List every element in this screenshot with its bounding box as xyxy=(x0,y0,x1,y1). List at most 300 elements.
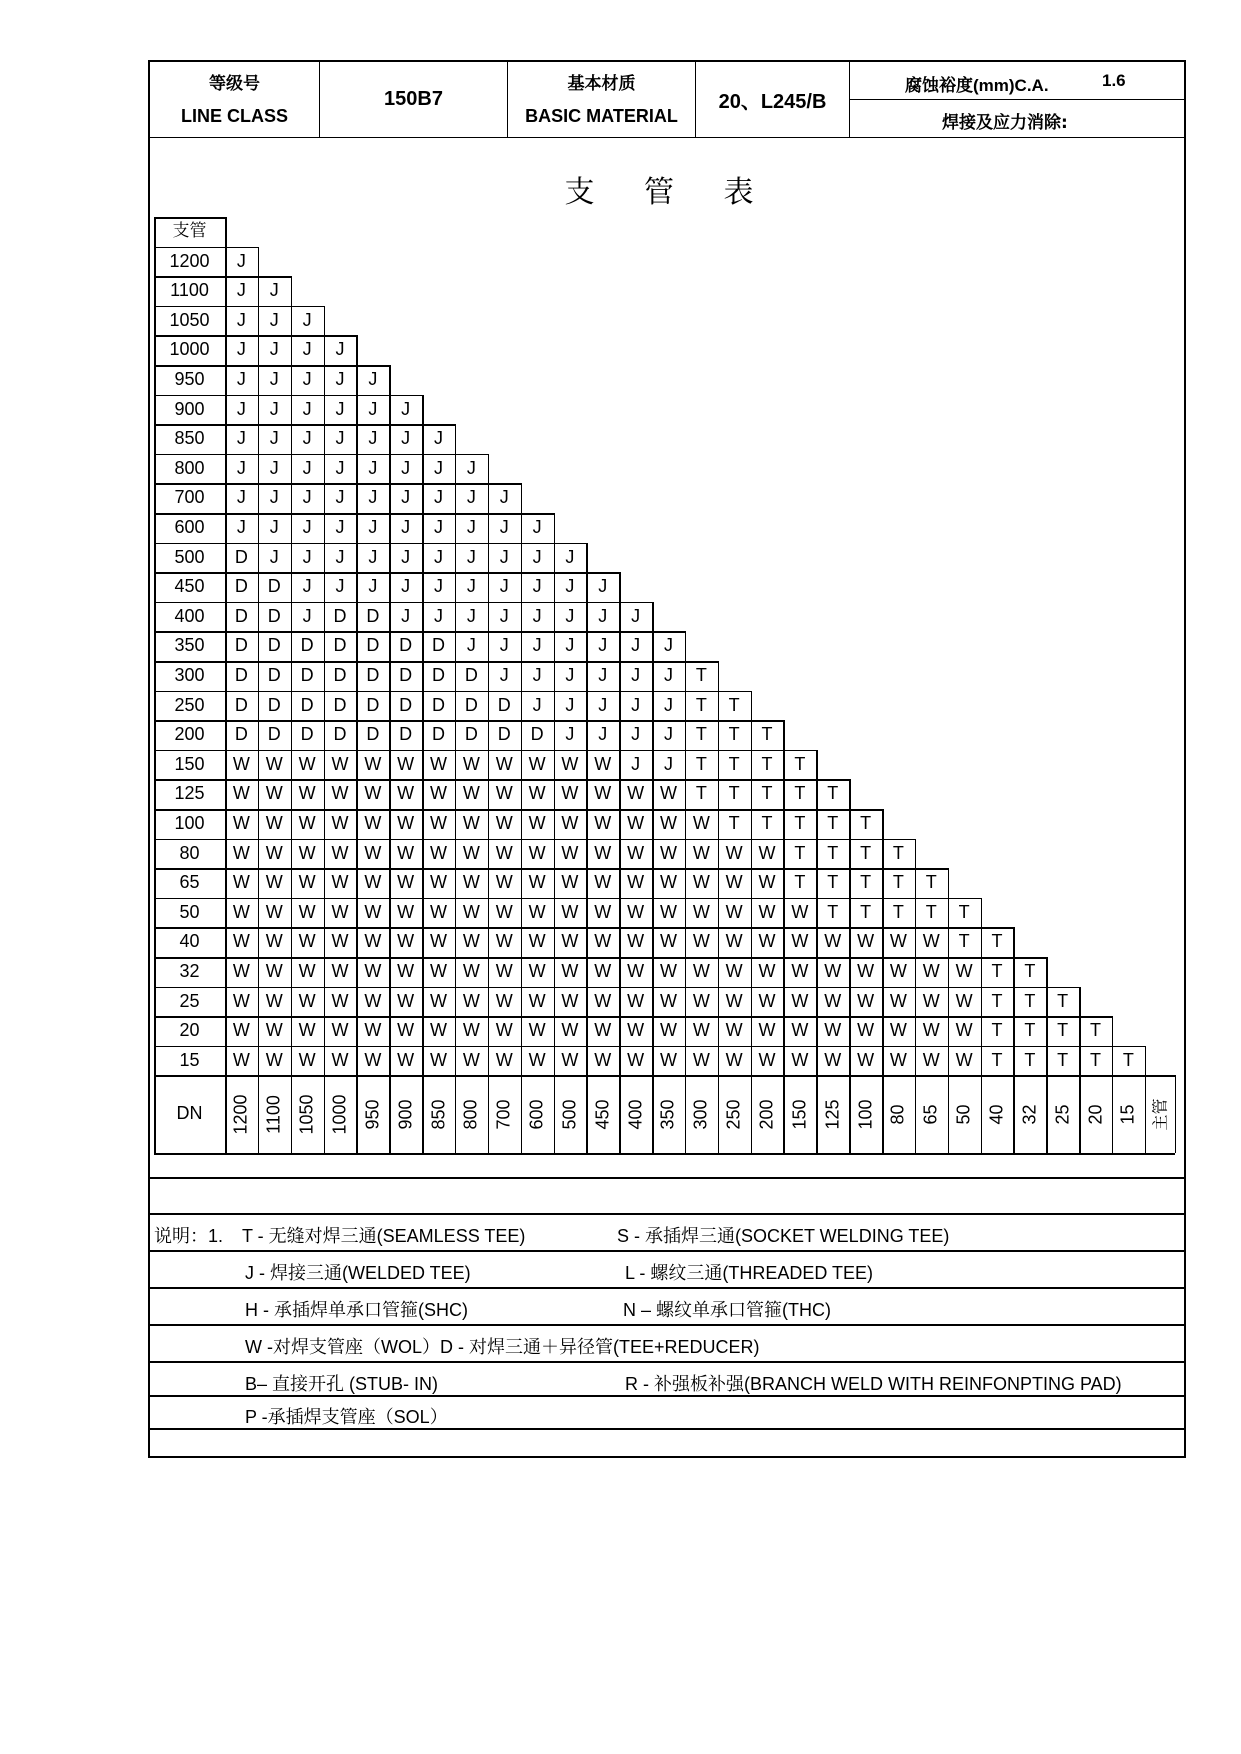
notes-divider xyxy=(150,1324,1184,1326)
table-cell: W xyxy=(298,990,316,1011)
table-cell: T xyxy=(794,783,806,804)
table-cell: J xyxy=(302,457,312,478)
row-dn-label: 850 xyxy=(174,428,205,449)
table-cell: J xyxy=(368,487,378,508)
table-cell: J xyxy=(631,605,641,626)
table-cell: W xyxy=(922,1049,940,1070)
table-cell: D xyxy=(234,605,248,626)
table-cell: D xyxy=(300,635,314,656)
table-cell: W xyxy=(791,1049,809,1070)
table-cell: W xyxy=(627,990,645,1011)
table-cell: T xyxy=(728,813,740,833)
table-cell: W xyxy=(397,842,415,863)
table-cell: J xyxy=(466,517,476,537)
table-cell: W xyxy=(430,1049,448,1070)
table-cell: W xyxy=(659,931,677,952)
table-cell: J xyxy=(631,635,641,656)
grid-line xyxy=(981,898,983,928)
table-cell: J xyxy=(434,576,444,597)
table-cell: W xyxy=(528,753,546,774)
table-cell: T xyxy=(728,694,740,715)
table-cell: W xyxy=(265,872,283,893)
table-cell: W xyxy=(462,901,480,922)
table-cell: W xyxy=(265,753,283,774)
table-cell: J xyxy=(401,605,411,626)
table-cell: D xyxy=(267,694,281,715)
table-cell: T xyxy=(1090,1049,1102,1070)
table-cell: J xyxy=(368,369,378,389)
table-cell: W xyxy=(627,901,645,922)
grid-line xyxy=(154,1075,1175,1077)
row-dn-label: 1050 xyxy=(169,309,210,330)
table-cell: W xyxy=(364,1020,382,1041)
table-cell: W xyxy=(298,931,316,952)
table-cell: J xyxy=(499,487,509,508)
table-cell: J xyxy=(269,369,279,389)
table-cell: W xyxy=(659,842,677,863)
table-cell: W xyxy=(561,931,579,952)
table-cell: W xyxy=(265,961,283,981)
table-cell: W xyxy=(331,931,349,952)
grid-line xyxy=(1079,1075,1081,1153)
table-cell: W xyxy=(495,1049,513,1070)
table-cell: W xyxy=(627,872,645,893)
table-cell: T xyxy=(794,842,806,863)
table-cell: W xyxy=(298,961,316,981)
table-cell: W xyxy=(528,901,546,922)
notes-divider xyxy=(150,1361,1184,1363)
table-cell: J xyxy=(335,369,345,389)
table-cell: J xyxy=(401,546,411,567)
table-cell: W xyxy=(265,1020,283,1041)
table-cell: J xyxy=(269,398,279,419)
basic-material-label-en: BASIC MATERIAL xyxy=(525,105,678,126)
row-dn-label: 150 xyxy=(174,753,205,774)
table-cell: W xyxy=(627,961,645,981)
corrosion-label: 腐蚀裕度(mm)C.A. xyxy=(905,76,1049,95)
table-cell: D xyxy=(530,724,544,745)
table-cell: D xyxy=(267,665,281,685)
table-title: 支 管 表 xyxy=(564,175,774,210)
table-cell: W xyxy=(430,961,448,981)
table-cell: D xyxy=(366,665,380,685)
table-cell: J xyxy=(335,517,345,537)
table-cell: W xyxy=(594,901,612,922)
table-cell: W xyxy=(758,990,776,1011)
table-cell: W xyxy=(397,783,415,804)
table-cell: T xyxy=(892,872,904,893)
table-cell: T xyxy=(695,694,707,715)
line-class-label-cell xyxy=(150,62,320,137)
table-cell: W xyxy=(364,901,382,922)
table-cell: W xyxy=(331,901,349,922)
table-cell: W xyxy=(495,842,513,863)
table-cell: J xyxy=(302,605,312,626)
table-cell: W xyxy=(955,961,973,981)
table-cell: W xyxy=(298,901,316,922)
table-cell: W xyxy=(758,1020,776,1041)
table-cell: J xyxy=(598,724,608,745)
column-dn-label: 100 xyxy=(855,1099,876,1130)
note-item: B– 直接开孔 (STUB- IN) xyxy=(245,1374,439,1394)
column-dn-label: 400 xyxy=(625,1099,646,1130)
table-cell: D xyxy=(333,665,347,685)
table-cell: W xyxy=(232,1020,250,1041)
table-cell: W xyxy=(298,813,316,833)
table-cell: W xyxy=(561,990,579,1011)
table-cell: T xyxy=(827,901,839,922)
table-cell: W xyxy=(298,872,316,893)
row-dn-label: 1100 xyxy=(170,280,209,301)
table-cell: W xyxy=(298,1020,316,1041)
table-cell: W xyxy=(265,990,283,1011)
table-cell: W xyxy=(561,783,579,804)
table-cell: W xyxy=(889,1020,907,1041)
table-cell: D xyxy=(234,576,248,597)
row-dn-label: 40 xyxy=(179,931,200,952)
grid-line xyxy=(619,572,621,602)
table-cell: D xyxy=(267,635,281,656)
row-dn-label: 25 xyxy=(179,990,200,1011)
table-cell: W xyxy=(627,842,645,863)
table-cell: J xyxy=(499,576,509,597)
table-cell: W xyxy=(594,842,612,863)
piping-class-sheet xyxy=(148,60,1186,1458)
row-dn-label: 50 xyxy=(179,901,200,922)
table-cell: J xyxy=(368,546,378,567)
table-cell: J xyxy=(565,724,575,745)
table-cell: J xyxy=(434,487,444,508)
table-cell: W xyxy=(298,842,316,863)
table-cell: T xyxy=(1024,961,1036,981)
table-cell: T xyxy=(991,1020,1003,1041)
table-cell: W xyxy=(922,1020,940,1041)
corrosion-value: 1.6 xyxy=(1102,71,1126,90)
basic-material-label-zh: 基本材质 xyxy=(567,73,636,94)
row-dn-label: 65 xyxy=(179,872,200,893)
grid-line xyxy=(521,483,523,513)
table-cell: J xyxy=(236,517,246,537)
table-cell: W xyxy=(298,783,316,804)
table-cell: W xyxy=(692,961,710,981)
grid-line xyxy=(1013,927,1015,957)
table-cell: W xyxy=(232,753,250,774)
table-cell: W xyxy=(331,1049,349,1070)
table-cell: T xyxy=(958,901,970,922)
table-cell: W xyxy=(922,990,940,1011)
column-dn-label: 20 xyxy=(1085,1104,1106,1125)
table-cell: D xyxy=(464,724,478,745)
grid-line xyxy=(849,1075,851,1153)
table-cell: J xyxy=(401,487,411,508)
table-cell: T xyxy=(860,813,872,833)
table-cell: J xyxy=(598,694,608,715)
table-cell: W xyxy=(725,961,743,981)
table-cell: W xyxy=(495,813,513,833)
grid-line xyxy=(586,543,588,573)
grid-line xyxy=(915,839,917,869)
table-cell: J xyxy=(335,339,345,360)
corrosion-row xyxy=(850,62,1184,100)
table-cell: T xyxy=(991,931,1003,952)
table-cell: J xyxy=(565,635,575,656)
table-cell: W xyxy=(232,990,250,1011)
table-cell: W xyxy=(397,813,415,833)
table-cell: W xyxy=(692,901,710,922)
table-cell: J xyxy=(532,546,542,567)
table-cell: J xyxy=(335,398,345,419)
table-cell: J xyxy=(598,635,608,656)
grid-line xyxy=(554,513,556,543)
table-cell: J xyxy=(565,694,575,715)
table-cell: T xyxy=(794,872,806,893)
table-cell: W xyxy=(561,901,579,922)
table-cell: J xyxy=(434,605,444,626)
table-cell: W xyxy=(889,990,907,1011)
table-cell: J xyxy=(368,576,378,597)
table-cell: W xyxy=(561,813,579,833)
row-dn-label: 450 xyxy=(174,576,205,597)
table-cell: T xyxy=(695,665,707,685)
table-cell: W xyxy=(331,872,349,893)
table-cell: W xyxy=(824,1020,842,1041)
table-cell: W xyxy=(692,1049,710,1070)
grid-line xyxy=(154,1153,1175,1155)
table-cell: W xyxy=(495,1020,513,1041)
table-cell: W xyxy=(692,813,710,833)
table-cell: W xyxy=(495,990,513,1011)
table-cell: W xyxy=(692,872,710,893)
table-cell: J xyxy=(302,309,312,330)
notes-prefix: 说明：1. xyxy=(154,1226,224,1246)
column-dn-label: 125 xyxy=(822,1099,843,1130)
row-dn-label: 400 xyxy=(174,605,205,626)
table-cell: W xyxy=(791,1020,809,1041)
table-cell: W xyxy=(397,961,415,981)
table-cell: T xyxy=(860,872,872,893)
table-cell: W xyxy=(857,961,875,981)
table-cell: J xyxy=(663,665,673,685)
table-cell: T xyxy=(1024,1049,1036,1070)
table-cell: W xyxy=(265,842,283,863)
row-dn-label: 200 xyxy=(174,724,205,745)
table-cell: W xyxy=(725,1049,743,1070)
table-cell: W xyxy=(594,990,612,1011)
column-dn-label: 1000 xyxy=(329,1094,350,1135)
table-cell: W xyxy=(725,931,743,952)
table-cell: T xyxy=(761,813,773,833)
table-cell: J xyxy=(236,457,246,478)
table-cell: J xyxy=(532,635,542,656)
table-cell: W xyxy=(462,931,480,952)
grid-line xyxy=(324,306,326,336)
table-cell: W xyxy=(462,961,480,981)
row-dn-label: 950 xyxy=(174,369,205,389)
table-cell: W xyxy=(561,842,579,863)
column-dn-label: 850 xyxy=(428,1099,449,1130)
main-pipe-label: 主管 xyxy=(1150,1098,1170,1131)
table-cell: J xyxy=(663,753,673,774)
table-cell: J xyxy=(236,428,246,449)
table-cell: T xyxy=(695,724,707,745)
table-cell: W xyxy=(430,990,448,1011)
table-cell: W xyxy=(594,872,612,893)
table-cell: J xyxy=(236,487,246,508)
table-cell: W xyxy=(889,961,907,981)
table-cell: J xyxy=(302,369,312,389)
header-row xyxy=(150,62,1184,138)
row-dn-label: 250 xyxy=(174,694,205,715)
grid-line xyxy=(422,1075,424,1153)
table-cell: W xyxy=(659,813,677,833)
column-dn-label: 65 xyxy=(920,1104,941,1125)
table-cell: D xyxy=(399,694,413,715)
table-cell: W xyxy=(594,783,612,804)
notes-divider xyxy=(150,1287,1184,1289)
table-cell: D xyxy=(234,724,248,745)
table-cell: J xyxy=(269,546,279,567)
column-dn-label: 1050 xyxy=(296,1094,317,1135)
table-cell: J xyxy=(466,605,476,626)
table-cell: J xyxy=(598,665,608,685)
table-cell: T xyxy=(761,783,773,804)
table-cell: D xyxy=(234,694,248,715)
table-cell: J xyxy=(236,369,246,389)
table-cell: W xyxy=(594,813,612,833)
table-cell: W xyxy=(495,872,513,893)
table-cell: J xyxy=(302,487,312,508)
note-item: T - 无缝对焊三通(SEAMLESS TEE) xyxy=(242,1226,526,1246)
table-cell: W xyxy=(594,931,612,952)
table-cell: J xyxy=(499,605,509,626)
column-dn-label: 200 xyxy=(756,1099,777,1130)
row-dn-label: 350 xyxy=(174,635,205,656)
table-cell: D xyxy=(366,605,380,626)
note-item: R - 补强板补强(BRANCH WELD WITH REINFONPTING PAD) xyxy=(625,1374,1122,1394)
grid-line xyxy=(685,631,687,661)
line-class-label-zh: 等级号 xyxy=(209,73,260,94)
table-cell: W xyxy=(495,901,513,922)
column-dn-label: 350 xyxy=(657,1099,678,1130)
row-dn-label: 300 xyxy=(174,665,205,685)
column-dn-label: 15 xyxy=(1117,1104,1138,1125)
table-cell: J xyxy=(368,398,378,419)
table-cell: W xyxy=(430,842,448,863)
table-cell: J xyxy=(532,576,542,597)
table-cell: J xyxy=(598,605,608,626)
table-cell: J xyxy=(269,280,279,301)
table-cell: W xyxy=(462,783,480,804)
table-cell: W xyxy=(331,813,349,833)
table-cell: T xyxy=(1024,1020,1036,1041)
line-class-value: 150B7 xyxy=(384,88,443,110)
table-cell: W xyxy=(758,1049,776,1070)
table-cell: W xyxy=(758,842,776,863)
table-cell: W xyxy=(594,1020,612,1041)
table-cell: W xyxy=(791,990,809,1011)
table-cell: W xyxy=(265,813,283,833)
column-dn-label: 25 xyxy=(1052,1104,1073,1125)
grid-line xyxy=(849,779,851,809)
column-dn-label: 800 xyxy=(460,1099,481,1130)
grid-line xyxy=(1079,987,1081,1017)
table-cell: W xyxy=(857,990,875,1011)
table-cell: W xyxy=(659,783,677,804)
table-cell: W xyxy=(857,1049,875,1070)
table-cell: W xyxy=(528,872,546,893)
table-cell: T xyxy=(991,961,1003,981)
table-cell: J xyxy=(368,428,378,449)
table-cell: W xyxy=(397,1049,415,1070)
table-cell: W xyxy=(627,931,645,952)
table-cell: J xyxy=(434,428,444,449)
grid-line xyxy=(652,602,654,632)
table-cell: W xyxy=(397,872,415,893)
table-cell: W xyxy=(627,783,645,804)
grid-line xyxy=(1046,957,1048,987)
table-cell: J xyxy=(401,517,411,537)
table-cell: W xyxy=(462,1049,480,1070)
table-cell: W xyxy=(331,990,349,1011)
table-cell: W xyxy=(364,961,382,981)
table-cell: W xyxy=(758,931,776,952)
table-cell: W xyxy=(430,813,448,833)
basic-material-label-cell xyxy=(508,62,696,137)
table-cell: J xyxy=(335,546,345,567)
table-cell: W xyxy=(495,753,513,774)
table-cell: D xyxy=(300,694,314,715)
table-cell: W xyxy=(857,931,875,952)
table-cell: W xyxy=(232,842,250,863)
table-cell: W xyxy=(430,753,448,774)
table-cell: J xyxy=(466,457,476,478)
table-cell: D xyxy=(366,694,380,715)
note-item: W -对焊支管座（WOL）D - 对焊三通＋异径管(TEE+REDUCER) xyxy=(245,1337,760,1357)
column-dn-label: 700 xyxy=(493,1099,514,1130)
table-cell: J xyxy=(434,457,444,478)
table-cell: W xyxy=(232,901,250,922)
table-cell: T xyxy=(728,753,740,774)
table-cell: J xyxy=(302,398,312,419)
table-cell: T xyxy=(1057,1049,1069,1070)
note-item: L - 螺纹三通(THREADED TEE) xyxy=(625,1263,874,1283)
table-cell: W xyxy=(561,1020,579,1041)
dn-label: DN xyxy=(176,1103,203,1124)
table-cell: J xyxy=(663,694,673,715)
row-dn-label: 80 xyxy=(179,842,200,863)
table-cell: J xyxy=(466,546,476,567)
row-dn-label: 700 xyxy=(174,487,205,508)
table-cell: J xyxy=(565,605,575,626)
table-cell: T xyxy=(991,1049,1003,1070)
table-cell: J xyxy=(335,457,345,478)
table-cell: W xyxy=(232,872,250,893)
table-cell: J xyxy=(663,724,673,745)
table-cell: W xyxy=(331,842,349,863)
table-cell: W xyxy=(430,783,448,804)
column-dn-label: 80 xyxy=(887,1104,908,1125)
table-cell: W xyxy=(232,813,250,833)
table-cell: J xyxy=(236,398,246,419)
table-cell: D xyxy=(399,635,413,656)
table-cell: W xyxy=(430,872,448,893)
table-cell: W xyxy=(659,1020,677,1041)
table-cell: W xyxy=(791,961,809,981)
table-cell: W xyxy=(889,931,907,952)
table-cell: T xyxy=(827,813,839,833)
table-cell: W xyxy=(265,783,283,804)
table-cell: J xyxy=(631,724,641,745)
